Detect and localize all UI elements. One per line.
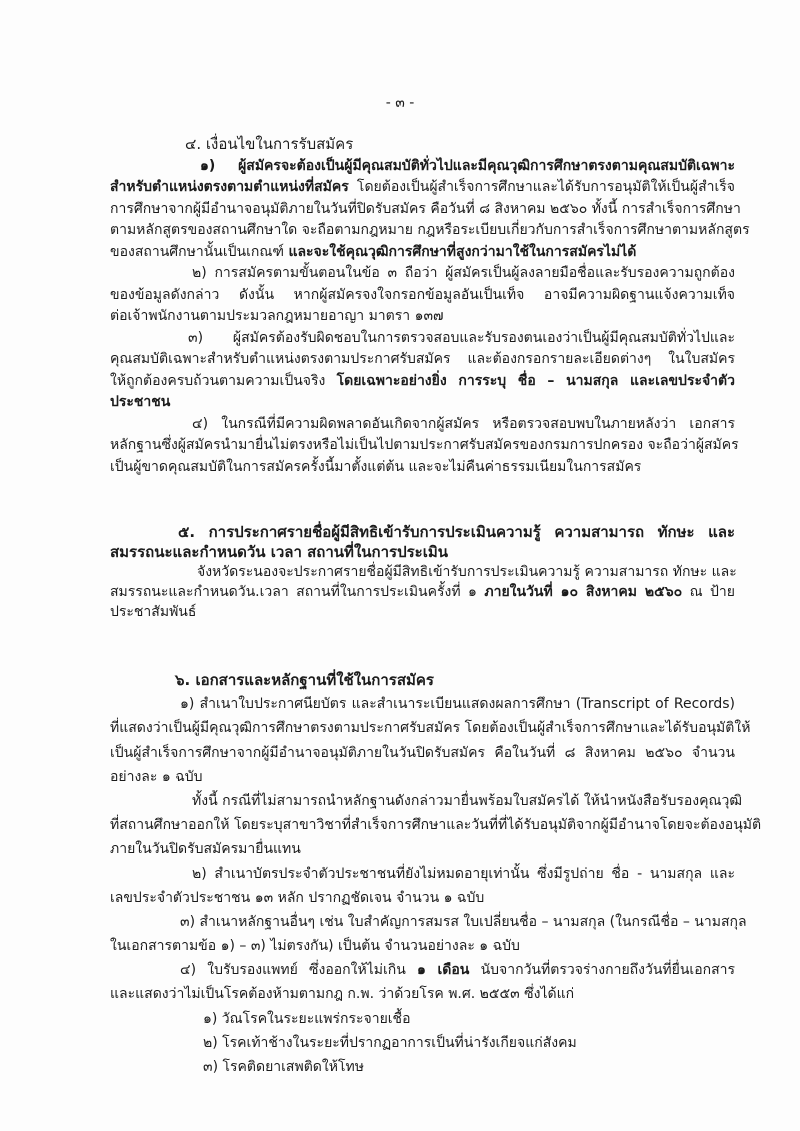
text-line xyxy=(110,837,735,861)
bold-text: ๑) ผู้สมัครจะต้องเป็นผู้มีคุณสมบัติทั่วไปและมีคุณวุฒิการศึกษาตรงตามคุณสมบัติเฉพาะ xyxy=(200,157,735,174)
section-heading-line xyxy=(110,134,735,156)
text-line xyxy=(110,934,735,958)
text: ๑) วัณโรคในระยะแพร่กระจายเชื้อ xyxy=(203,1010,411,1027)
text: เป็นผู้สำเร็จการศึกษาจากผู้มีอำนาจอนุมัติภายในวันปิดรับสมัคร คือในวันที่ ๘ สิงหาคม ๒๕๖๐ จำนวน xyxy=(110,744,735,761)
page-number: - ๓ - xyxy=(385,95,415,111)
bold-text: โดยเฉพาะอย่างยิ่ง การระบุ ชื่อ – นามสกุล และเลขประจำตัว xyxy=(336,372,735,389)
text: ให้ถูกต้องครบถ้วนตามความเป็นจริง xyxy=(110,372,337,389)
text-line xyxy=(110,741,735,765)
text-line xyxy=(110,242,735,264)
text: ๑) สำเนาใบประกาศนียบัตร และสำเนาระเบียนแสดงผลการศึกษา (Transcript of Records) xyxy=(180,696,735,713)
text: ๔) ใบรับรองแพทย์ ซึ่งออกให้ไม่เกิน xyxy=(180,962,418,979)
section-required-documents xyxy=(110,668,762,1079)
bold-text: ๕. การประกาศรายชื่อผู้มีสิทธิเข้ารับการประเมินความรู้ ความสามารถ ทักษะ และ xyxy=(178,523,735,541)
text: เป็นผู้ขาดคุณสมบัติในการสมัครครั้งนี้มาตั้งแต่ต้น และจะไม่คืนค่าธรรมเนียมในการสมัคร xyxy=(110,458,642,475)
section-heading-line xyxy=(110,522,735,542)
text-line xyxy=(110,285,735,307)
bold-text: ๑ เดือน xyxy=(417,962,470,979)
text-line xyxy=(110,199,741,221)
text-line xyxy=(110,602,735,622)
text: ๔. เงื่อนไขในการรับสมัคร xyxy=(185,135,354,153)
text-line xyxy=(110,958,735,982)
text-line xyxy=(110,1055,735,1079)
text: ในเอกสารตามข้อ ๑) – ๓) ไม่ตรงกัน) เป็นต้น จำนวนอย่างละ ๑ ฉบับ xyxy=(110,938,520,955)
text: จังหวัดระนองจะประกาศรายชื่อผู้มีสิทธิเข้ารับการประเมินความรู้ ความสามารถ ทักษะ และ xyxy=(197,564,737,580)
text: โดยต้องเป็นผู้สำเร็จการศึกษาและได้รับการอนุมัติให้เป็นผู้สำเร็จ xyxy=(348,179,735,195)
text-line xyxy=(110,220,750,242)
text: ๒) สำเนาบัตรประจำตัวประชาชนที่ยังไม่หมดอายุเท่านั้น ซึ่งมีรูปถ่าย ชื่อ - นามสกุล และ xyxy=(192,865,735,882)
text-line xyxy=(110,349,735,371)
text: ที่แสดงว่าเป็นผู้มีคุณวุฒิการศึกษาตรงตามประกาศรับสมัคร โดยต้องเป็นผู้สำเร็จการศึกษาและได้รับอนุมัติให้ xyxy=(110,720,751,737)
text-line xyxy=(110,886,735,910)
text-line xyxy=(110,1031,735,1055)
bold-text: ประชาชน xyxy=(110,394,171,410)
text: ทั้งนี้ กรณีที่ไม่สามารถนำหลักฐานดังกล่าวมายื่นพร้อมใบสมัครได้ ให้นำหนังสือรับรองคุณวุฒิ xyxy=(192,792,742,809)
text: อย่างละ ๑ ฉบับ xyxy=(110,768,203,785)
text: นับจากวันที่ตรวจร่างกายถึงวันที่ยื่นเอกสาร xyxy=(469,962,735,979)
text-line xyxy=(110,263,735,285)
text: ของสถานศึกษานั้นเป็นเกณฑ์ xyxy=(110,243,289,260)
bold-text: ๖. เอกสารและหลักฐานที่ใช้ในการสมัคร xyxy=(175,671,434,689)
text: ๔) ในกรณีที่มีความผิดพลาดอันเกิดจากผู้สมัคร หรือตรวจสอบพบในภายหลังว่า เอกสาร xyxy=(192,415,735,432)
text-line xyxy=(110,789,742,813)
text: ที่สถานศึกษาออกให้ โดยระบุสาขาวิชาที่สำเร็จการศึกษาและวันที่ที่ได้รับอนุมัติจากผู้มีอำนาจโดยจะต้องอนุมัติ xyxy=(110,817,762,834)
text: การศึกษาจากผู้มีอำนาจอนุมัติภายในวันที่ปิดรับสมัคร คือวันที่ ๘ สิงหาคม ๒๕๖๐ ทั้งนี้ การสำเร็จการศึกษา xyxy=(110,200,741,217)
text: ๒) โรคเท้าช้างในระยะที่ปรากฏอาการเป็นที่น่ารังเกียจแก่สังคม xyxy=(203,1034,577,1051)
text-line xyxy=(110,371,735,393)
bold-text: สมรรถนะและกำหนดวัน เวลา สถานที่ในการประเมิน xyxy=(110,543,448,561)
text-line xyxy=(110,582,735,602)
text-line xyxy=(110,692,735,716)
text-line xyxy=(110,716,751,740)
text: ๒) การสมัครตามขั้นตอนในข้อ ๓ ถือว่า ผู้สมัครเป็นผู้ลงลายมือชื่อและรับรองความถูกต้อง xyxy=(192,265,735,281)
text: ภายในวันปิดรับสมัครมายื่นแทน xyxy=(110,841,301,858)
text: เลขประจำตัวประชาชน ๑๓ หลัก ปรากฏชัดเจน จำนวน ๑ ฉบับ xyxy=(110,889,485,906)
text: ต่อเจ้าพนักงานตามประมวลกฎหมายอาญา มาตรา ๑๓๗ xyxy=(110,308,444,324)
text-line xyxy=(110,328,735,350)
section-heading-line xyxy=(110,542,735,562)
section-candidate-list-announcement xyxy=(110,522,735,622)
text-line xyxy=(110,414,735,436)
text-line xyxy=(110,306,735,328)
text: ณ ป้าย xyxy=(682,584,735,600)
section-application-conditions xyxy=(110,134,750,478)
text: ของข้อมูลดังกล่าว ดังนั้น หากผู้สมัครจงใจกรอกข้อมูลอันเป็นเท็จ อาจมีความผิดฐานแจ้งความเท็จ xyxy=(110,286,735,303)
text: ๓) โรคติดยาเสพติดให้โทษ xyxy=(203,1059,364,1075)
text-line xyxy=(110,982,735,1006)
text-line xyxy=(110,562,735,582)
bold-text: สำหรับตำแหน่งตรงตามตำแหน่งที่สมัคร xyxy=(110,179,349,195)
bold-text: และจะใช้คุณวุฒิการศึกษาที่สูงกว่ามาใช้ในการสมัครไม่ได้ xyxy=(288,243,637,260)
text-line xyxy=(110,392,735,414)
text-line xyxy=(110,177,735,199)
text: คุณสมบัติเฉพาะสำหรับตำแหน่งตรงตามประกาศรับสมัคร และต้องกรอกรายละเอียดต่างๆ ในใบสมัคร xyxy=(110,351,735,367)
text: สมรรถนะและกำหนดวัน.เวลา สถานที่ในการประเมินครั้งที่ ๑ xyxy=(110,584,485,600)
text: หลักฐานซึ่งผู้สมัครนำมายื่นไม่ตรงหรือไม่เป็นไปตามประกาศรับสมัครของกรมการปกครอง จะถือว่าผู้สมัคร xyxy=(110,437,739,453)
section-heading-line xyxy=(110,668,735,692)
bold-text: ภายในวันที่ ๑๐ สิงหาคม ๒๕๖๐ xyxy=(484,584,683,600)
text: ๓) สำเนาหลักฐานอื่นๆ เช่น ใบสำคัญการสมรส ใบเปลี่ยนชื่อ – นามสกุล (ในกรณีชื่อ – นามสกุล xyxy=(180,913,747,930)
text-line xyxy=(110,435,739,457)
text: และแสดงว่าไม่เป็นโรคต้องห้ามตามกฎ ก.พ. ว่าด้วยโรค พ.ศ. ๒๕๕๓ ซึ่งได้แก่ xyxy=(110,986,575,1003)
text: ตามหลักสูตรของสถานศึกษาใด จะถือตามกฎหมาย กฎหรือระเบียบเกี่ยวกับการสำเร็จการศึกษาตามหลักสูตร xyxy=(110,222,750,238)
text-line xyxy=(110,1007,735,1031)
text-line xyxy=(110,910,747,934)
text-line xyxy=(110,765,735,789)
text-line xyxy=(110,862,735,886)
text-line xyxy=(110,156,735,178)
text: ประชาสัมพันธ์ xyxy=(110,604,197,620)
text-line xyxy=(110,813,762,837)
text-line xyxy=(110,457,735,479)
text: ๓) ผู้สมัครต้องรับผิดชอบในการตรวจสอบและรับรองตนเองว่าเป็นผู้มีคุณสมบัติทั่วไปและ xyxy=(188,329,735,346)
